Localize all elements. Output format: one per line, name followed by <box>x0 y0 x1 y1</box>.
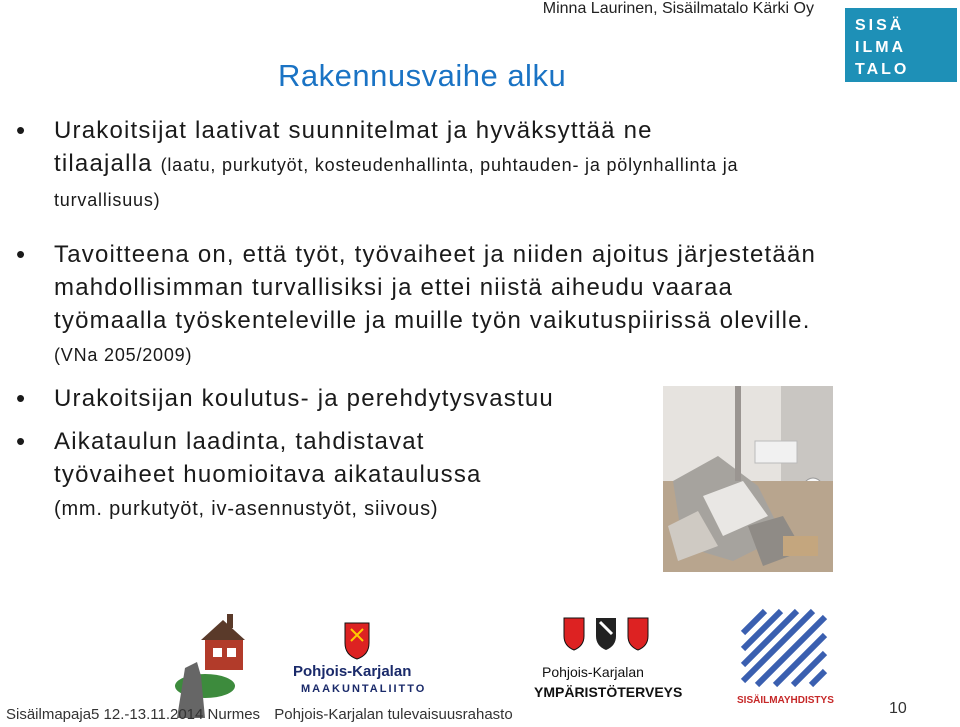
bullet-detail: (mm. purkutyöt, iv-asennustyöt, siivous) <box>54 498 439 520</box>
slide-title: Rakennusvaihe alku <box>278 58 567 93</box>
maakuntaliitto-name: Pohjois-Karjalan <box>293 663 412 680</box>
sisailmayhdistys-name: SISÄILMAYHDISTYS <box>737 695 834 706</box>
footer-funder: Pohjois-Karjalan tulevaisuusrahasto <box>274 706 513 723</box>
house-wolf-logo <box>175 608 245 718</box>
footer-event: Sisäilmapaja5 12.-13.11.2014 Nurmes <box>6 706 261 723</box>
bullet-item <box>16 114 754 217</box>
bullet-text: Tavoitteena on, että työt, työvaiheet ja niiden ajoitus järjestetään mahdollisimman turvallisiksi ja ettei niistä aiheudu vaaraa työmaalla työskenteleville ja muille työn vaikutuspiirissä oleville. <box>54 241 817 334</box>
sisailmatalo-logo <box>845 8 957 82</box>
brand-line-1: SISÄ <box>855 17 905 34</box>
bullet-text: Urakoitsijat laativat suunnitelmat ja hyväksyttää ne tilaajalla <box>54 117 653 177</box>
brand-line-3: TALO <box>855 61 910 78</box>
brand-line-2: ILMA <box>855 39 907 56</box>
author-name: Minna Laurinen, Sisäilmatalo Kärki Oy <box>542 0 814 17</box>
page-number: 10 <box>889 700 907 717</box>
maakuntaliitto-sub: MAAKUNTALIITTO <box>301 683 427 695</box>
footer <box>6 706 523 723</box>
ymparistoterveys-logo <box>530 612 683 708</box>
bullet-item <box>16 238 854 372</box>
bullet-detail: (VNa 205/2009) <box>54 345 193 365</box>
sisailmayhdistys-logo <box>735 603 835 721</box>
ymparistoterveys-name: Pohjois-Karjalan <box>542 664 644 680</box>
maakuntaliitto-logo <box>285 617 425 705</box>
bullet-text: Aikataulun laadinta, tahdistavat työvaiheet huomioitava aikataulussa <box>54 428 482 488</box>
bullet-detail: (laatu, purkutyöt, kosteudenhallinta, puhtauden- ja pölynhallinta ja turvallisuus) <box>54 155 739 210</box>
bullet-item <box>16 382 694 415</box>
demolition-photo <box>663 386 833 572</box>
bullet-item <box>16 425 524 526</box>
ymparistoterveys-sub: YMPÄRISTÖTERVEYS <box>534 684 683 700</box>
bullet-text: Urakoitsijan koulutus- ja perehdytysvastuu <box>54 385 554 412</box>
